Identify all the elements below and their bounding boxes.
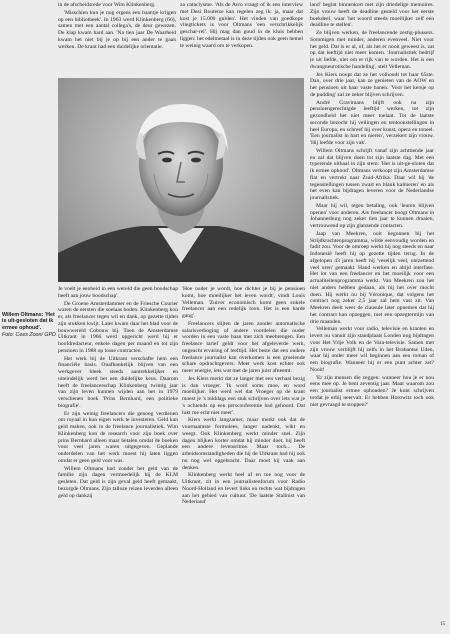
- paragraph: André Gravimans blijft ook na zijn pensioengerechtigde leeftijd werken, tot zijn gezondheid het niet meer toelaat. Tot de laatste seconde bezocht hij veilingen en tentoonstellingen in heel Europa, en schreef hij over kunst, opera en toneel. 'Een journalist in hart en nieren', verzekert zijn vrouw. 'Hij leefde voor zijn vak'.: [310, 99, 434, 146]
- page-number: 15: [440, 622, 445, 627]
- portrait-photo-graphic: [58, 78, 304, 282]
- paragraph: Het werk bij de Uitkrant verschafte hem een financiële basis. Onafhankelijk blijven van een werkgever bleek steeds aantrekkelijker en uiteindelijk werd het een duidelijke keus. Daarom heeft de freelancerschap Klinkenberg twintig jaar van zijn leven kunnen wijden aan het in 1979 verschenen boek 'Prins Bernhard, een politieke biografie'.: [58, 355, 178, 409]
- paragraph: Jes Kiers noopt dat ze het volhoudt tot haar 65ste. Dan, over drie jaar, kan ze genieten van de AOW en het pensioen uit haar vaste banen. 'Voor het kersje op de pudding' zal ze zeker blijven schrijven.: [310, 71, 434, 98]
- caption-title: Willem Oltmans: 'Het is uit-gesloten dat ik ermee ophoud'.: [2, 312, 55, 331]
- paragraph: Jes Kiers merkt dat ze langer met een verhaal bezig is dan vroeger. 'Ik word soms moe, en word moeilijker. Het werd wel dat Vroeger op de krant moest je 's middags een stuk schrijven over iets wat je 's ochtends op een persconferentie had gehoord. Dat lukt me echt niet meer'.: [182, 375, 305, 416]
- paragraph: 'Misschien kun je nog ergens een baantje krijgen op een bibliotheek'. In 1963 werd Klinkenberg (66), samen met een aantal collega's, de deur gewezen. De klap kwam hard aan. 'Na tien jaar De Waarheid kwam het niet bij je op bij een ander te gaan werken. De krant had een duidelijke orientatie.: [58, 9, 176, 50]
- article-column-3: [310, 2, 434, 612]
- paragraph: zo cataclysme. 'Als de Avro vraagt of ik een interview met Desi Bouterse kan regelen zeg ik: ja, maar dat kost je 15.000 gulden'. Het vinden van goedkope vliegtickets is voor Oltmans 'een verschrikkelijk geschar-rel'. Hij mag dan goud in de kluis hebben liggen: het edelmetaal is in deze tijden ook geen hemel te weinig waard om te verkopen.: [180, 2, 303, 49]
- paragraph: Willem Oltmans had zonder het geld van de familie zijn dagen vermoedelijk bij de KLM gesleten. Dat geld is zijn geval geld heeft gemaakt, bezorgde Oltmans. Zijn talloze reizen leverden alleen geld op dankzij: [58, 465, 178, 499]
- paragraph: Jaap van Meekren, ooit begonnen bij het Strijdkrachtenprogramma, wilde eenvoudig worden en fadit zou. Voor de omroep werkt hij nog steeds en naar Indonesië heeft hij op gezette tijden terug. In de afgelopen 43 jaren heeft hij 'veselijk veel, ontzettend veel uren' gemaakt. Hand werken en altijd interfase. Het lot van een freelancer en het moeilijk voor een actualiteitenprogramma werkt. Van Meekren zou het niet anders hebben gedaan, als hij het over mocht doen. Hij werkt nu bij Véronique, dat volgens het contract nog zeker 2,5 jaar zal hem vast zit. Van Meekren deelt weer de clausule later opnemen dat hij het contract kan opzeggen, met een opzegtermijn van drie maanden.: [310, 230, 434, 325]
- paragraph: Freelancers slijten de jaren zonder automatische salarisverhoging of andere voordelen die ouder worden in een vaste baan met zich meebrengen. Een freelance tarief geldt voor het afgeleverde werk, ongeacht ervaring of leeftijd. Het beste dat een oudere freelance journalist kan overkomen is een groeiende schare opdrachtgevers. Meer werk kost echter ook meer energie, iets wat met de jaren juist afneemt.: [182, 320, 305, 374]
- paragraph: Maar hij wil, tegen betaling, ook 'leuren blijven openen' voor anderen. Als freelancer boogt Oltmans in Johannesburg nog zeker tien jaar te kunnen draaien, vertrouwend op zijn glanzende contacten.: [310, 202, 434, 229]
- paragraph: Velleman werkt voor radio, televisie en kranten en levert nu vanuit zijn standplaats Londen nog bijdragen voor Het Vrije Volk en de Vara-televisie. Samen met zijn vrouw verblijft hij zelfs in het Brabantse Uden, waar hij onder meer wil beginnen aan een roman of een biografie. Wanneer hij er een punt achter zet? Nooit!: [310, 326, 434, 373]
- portrait-photo: [58, 78, 304, 282]
- paragraph: in de afscheidsrede voor Wim Klinkenberg.: [58, 2, 156, 8]
- paragraph: 'Hoe ouder je wordt, hoe dichter je bij je pensioen komt, hoe moeilijker het leven wordt', vindt Louis Velleman. 'Zuiver economisch komt geen enkele freelancer aan een redelijk loon. Het is een harde gang'.: [182, 286, 305, 319]
- article-column-5: [182, 286, 305, 628]
- paragraph: land' begint binnenkort met zijn driedelige memoires. Zijn vrouw heeft de deadline gesteld voor het eerste boekdeel, waar 'het woord steeds moeilijker zelf een deadline te stellen'.: [310, 2, 434, 29]
- paragraph: Kiers werkt langzamer, maar merkt ook dat de voornaamste formulees, langer nadenkt, wikt en weegt. Ook Klinkenberg werkt minder snel. Zijn dagen blijken korter omdat hij minder doet, hij heeft een andere levensritme. Maar toch... De arbeidsomstandigheden die hij de Uitkrant had hij ook nu nog wel opgebracht. Daar moet hij vaak aan denken.: [182, 417, 305, 471]
- paragraph: 'Er zijn mensen die zeggen: wanneer hou je er nou eens mee op. Je bent zeventig jaar. Maar waarom zou een journalist ermee ophouden? Je kunt schrijven totdat je erbij neervalt. Er hebben Horowitz toch ook niet gevraagd te stoppen?': [310, 374, 434, 408]
- paragraph: Er zijn weinig freelancers die genoeg verdienen om royaal in hun eigen werk te investeren. Geld kan geld maken, ook in de freelance journalistiek. Wim Klinkenberg kon de research voor zijn boek over prins Bernhard alleen maar betalen omdat de boeken voor veel jaren waren uitgegeven. Geplande onderdelen van het werk moest hij laten liggen omdat er geen geld voor was.: [58, 410, 178, 464]
- paragraph: Klinkenberg werkt heel af en toe nog voor de Uitkrant, zit in een journalistenforum voor Radio Noord-Holland en levert links en rechts wat bijdragen aan het gebied van cultuur. 'De laatste Stalinist van Nederland': [182, 472, 305, 506]
- paragraph: Je voelt je eenheid in een wereld die geen boodschap heeft aan jouw boodschap'.: [58, 286, 178, 299]
- photo-credit: Foto: Cees Zoon/ GPD: [2, 331, 56, 338]
- paragraph: Ze blijven werken, de freelancende zestig-plussers. Sommigen met minder, anderen evenveel. Niet voor het geld. Dat is er al, of, als het er nooit geweest is, zat op dat leeftijd niet meer komen. 'Journalistiek bedrijf je uit liefde, niet om er rijk van te worden. Het is een dwangneurotische handeling', stelt Velleman.: [310, 30, 434, 70]
- article-column-1: [58, 2, 176, 74]
- paragraph: Willem Oltmans schrijft vanaf zijn achttiende jaar en zal dat blijven doen tot zijn laatste dag. Met een typerende uithaal in zijn stem: 'Het is uit-ge-sloten dat ik ermee ophoud'. Oltmans verkoopt zijn Amsterdamse flat en vertrekt naar Zuid-Afrika. Daar wil hij 'de tegenstellingen tussen zwart en blank kalmeren' en als het even kan bijdragen leveren voor de Nederlandse journalistiek.: [310, 147, 434, 201]
- article-column-4: [58, 286, 178, 628]
- article-column-2: [180, 2, 303, 74]
- photo-caption: [2, 312, 56, 338]
- paragraph: De Groene Amsterdammer en de Friesche Courier waren de eersten die soelaas boden. Klinkenberg kon er, als freelancer tegen wil en dank, op gezette tijden zijn stukken kwijt. Later kwam daar het blad voor de bouwwereld Cobouw bij. Toen de Amsterdamse Uitkrant in 1966 werd opgericht werd hij er hoofdredacteur, enkele dagen per maand en tot zijn pensioen in 1988 op losse contracten.: [58, 300, 178, 354]
